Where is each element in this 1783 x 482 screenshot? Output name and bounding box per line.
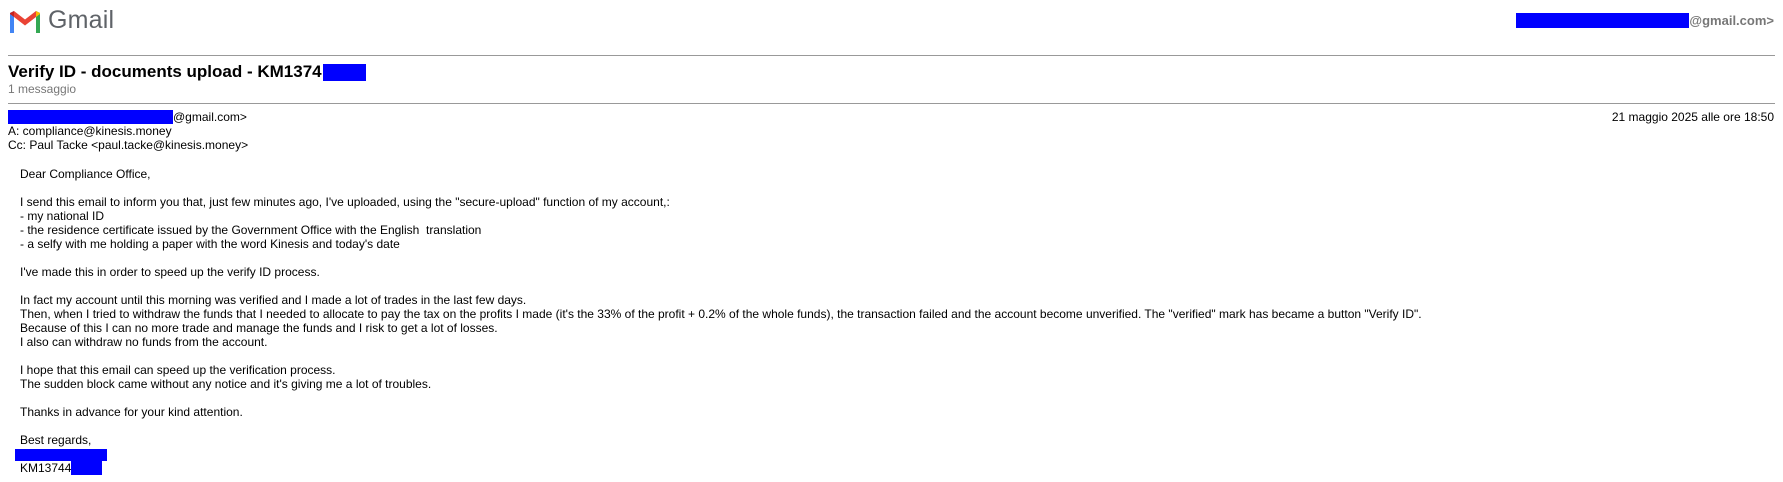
- blank-line: [20, 251, 1422, 265]
- blank-line: [20, 419, 1422, 433]
- account-email-suffix: @gmail.com>: [1689, 13, 1774, 28]
- redaction-box: [8, 110, 173, 124]
- redaction-box: [71, 460, 102, 475]
- blank-line: [20, 349, 1422, 363]
- message-count: 1 messaggio: [8, 82, 77, 96]
- body-line: Then, when I tried to withdraw the funds that I needed to allocate to pay the tax on the profits I made (it's the 33% of the profit + 0.2% of the whole funds), the transaction failed and the account become unverified. The "verified" mark has became a button "Verify ID".: [20, 307, 1422, 321]
- message-date: 21 maggio 2025 alle ore 18:50: [1611, 110, 1774, 124]
- body-line: I hope that this email can speed up the verification process.: [20, 363, 336, 377]
- logo-text: Gmail: [48, 6, 115, 34]
- blank-line: [20, 391, 1422, 405]
- body-line: - the residence certificate issued by the Government Office with the English translation: [20, 223, 482, 237]
- body-line: The sudden block came without any notice and it's giving me a lot of troubles.: [20, 377, 432, 391]
- body-line: - a selfy with me holding a paper with the word Kinesis and today's date: [20, 237, 400, 251]
- body-line: I've made this in order to speed up the verify ID process.: [20, 265, 320, 279]
- divider: [8, 55, 1775, 56]
- body-line: Dear Compliance Office,: [20, 167, 151, 181]
- redaction-box: [323, 64, 366, 81]
- sender: [8, 110, 247, 124]
- signature-id-text: KM13744: [20, 460, 72, 475]
- redaction-box: [15, 449, 107, 461]
- blank-line: [20, 279, 1422, 293]
- gmail-logo: [8, 4, 114, 36]
- gmail-logo-icon: [8, 7, 42, 33]
- divider: [8, 103, 1775, 104]
- body-line: Thanks in advance for your kind attention.: [20, 405, 243, 419]
- account-email: [1516, 13, 1774, 28]
- redaction-box: [1516, 13, 1689, 28]
- blank-line: [20, 181, 1422, 195]
- sender-email-suffix: @gmail.com>: [173, 110, 247, 124]
- subject-text: Verify ID - documents upload - KM1374: [8, 62, 322, 81]
- body-line: I also can withdraw no funds from the account.: [20, 335, 268, 349]
- thread-subject: [8, 62, 366, 82]
- signature-id: [20, 460, 102, 475]
- recipient-cc: Cc: Paul Tacke <paul.tacke@kinesis.money>: [8, 138, 249, 152]
- body-line: Because of this I can no more trade and manage the funds and I risk to get a lot of losses.: [20, 321, 498, 335]
- body-line: Best regards,: [20, 433, 92, 447]
- recipient-to: A: compliance@kinesis.money: [8, 124, 172, 138]
- body-line: In fact my account until this morning was verified and I made a lot of trades in the last few days.: [20, 293, 527, 307]
- body-line: I send this email to inform you that, just few minutes ago, I've uploaded, using the "secure-upload" function of my account,:: [20, 195, 670, 209]
- body-line: - my national ID: [20, 209, 105, 223]
- message-body: [20, 167, 1422, 447]
